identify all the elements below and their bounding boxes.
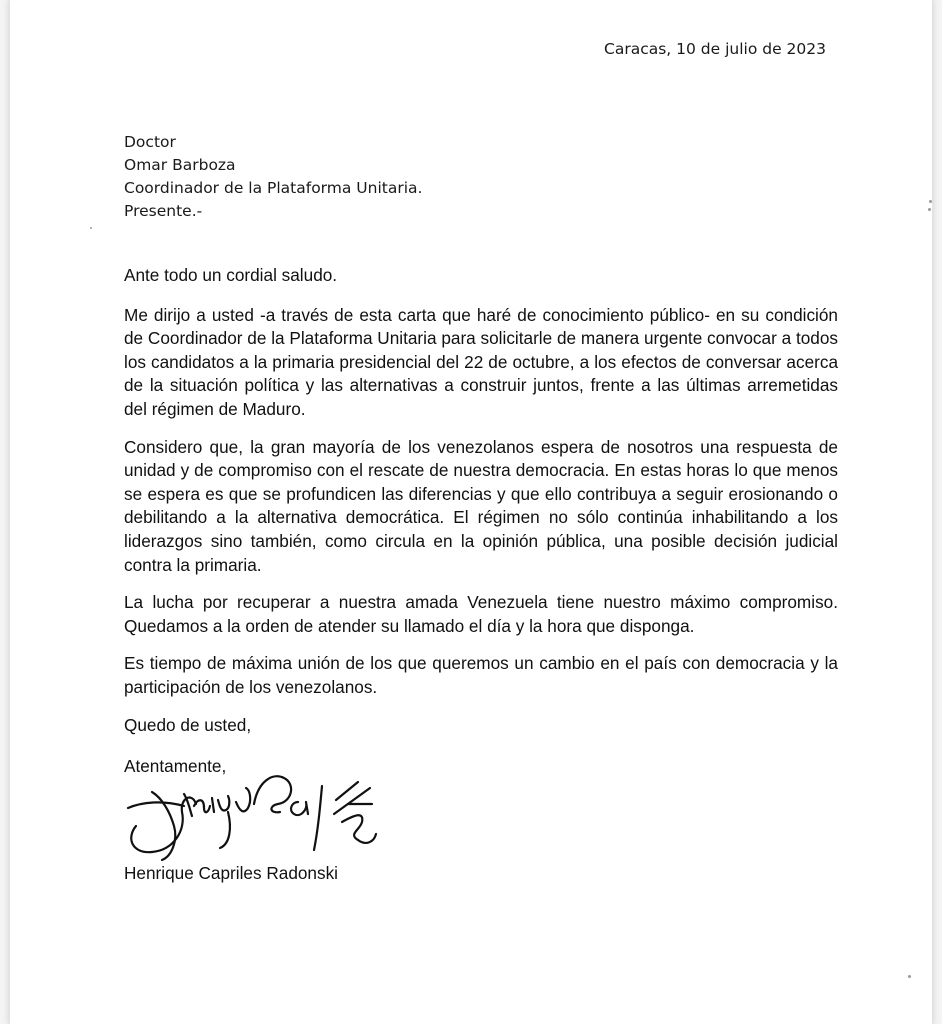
signer-name: Henrique Capriles Radonski (124, 863, 338, 883)
speck-mark (928, 208, 931, 211)
addressee-title: Doctor (124, 133, 176, 151)
paragraph-1: Me dirijo a usted -a través de esta carta que haré de conocimiento público- en su condición de Coordinador de la Plataforma Unitaria para solicitarle de manera urgente convocar a todos los candidatos a la primaria presidencial del 22 de octubre, a los efectos de conversar acerca de la situación política y las alternativas a construir juntos, frente a las últimas arremetidas del régimen de Maduro. (124, 304, 838, 419)
sign-off: Atentamente, (124, 756, 227, 777)
letter-body (124, 264, 838, 779)
addressee-presente: Presente.- (124, 202, 203, 220)
speck-mark (90, 227, 92, 229)
addressee-block (124, 131, 422, 223)
greeting: Ante todo un cordial saludo. (124, 265, 338, 285)
speck-mark (929, 200, 932, 203)
addressee-role: Coordinador de la Plataforma Unitaria. (124, 179, 423, 197)
paragraph-2: Considero que, la gran mayoría de los venezolanos espera de nosotros una respuesta de unidad y de compromiso con el rescate de nuestra democracia. En estas horas lo que menos se espera es que se profundicen las diferencias y que ello contribuya a seguir erosionando o debilitando a la alternativa democrática. El régimen no sólo continúa inhabilitando a los liderazgos sino también, como circula en la opinión pública, una posible decisión judicial contra la primaria. (124, 436, 838, 575)
closing: Quedo de usted, (124, 714, 252, 735)
addressee-name: Omar Barboza (124, 156, 236, 174)
letter-page (10, 0, 932, 1024)
speck-mark (908, 975, 911, 978)
letter-date: Caracas, 10 de julio de 2023 (604, 40, 826, 58)
handwritten-signature-icon (122, 768, 392, 868)
paragraph-4: Es tiempo de máxima unión de los que queremos un cambio en el país con democracia y la participación de los venezolanos. (124, 653, 838, 697)
paragraph-3: La lucha por recuperar a nuestra amada Venezuela tiene nuestro máximo compromiso. Quedamos a la orden de atender su llamado el día y la hora que disponga. (124, 592, 838, 636)
